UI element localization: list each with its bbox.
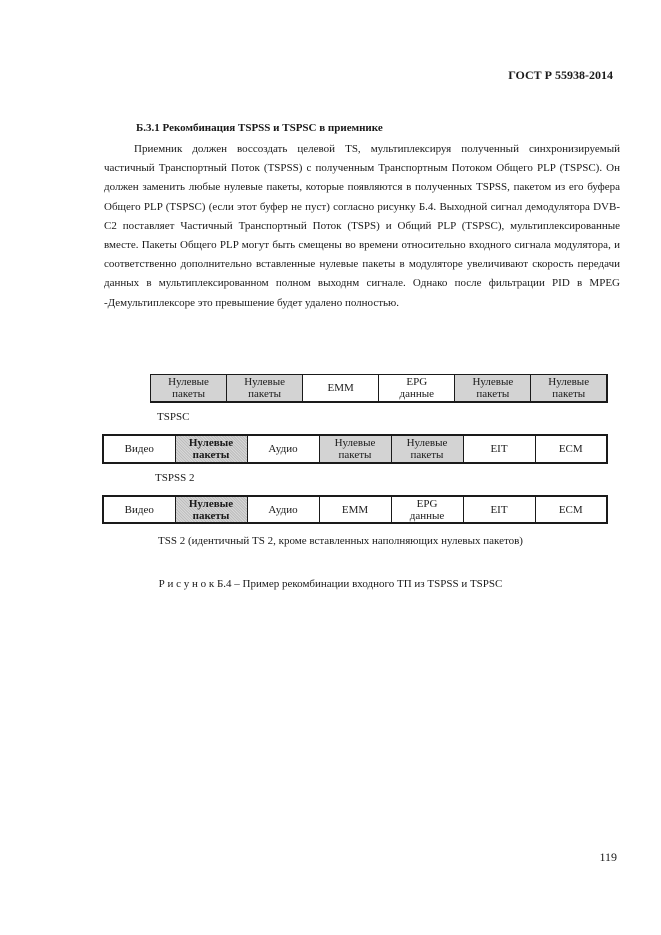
packet-audio: Аудио [247, 435, 319, 463]
packet-null-2: Нулевые пакеты [319, 435, 391, 463]
tspsc-packet-row [150, 374, 608, 403]
page-number: 119 [599, 850, 617, 864]
section-title: Б.3.1 Рекомбинация TSPSS и TSPSC в приемнике [136, 122, 383, 134]
packet-null: Нулевые пакеты [175, 496, 247, 523]
document-id: ГОСТ Р 55938-2014 [508, 68, 613, 82]
packet-video: Видео [103, 496, 175, 523]
packet-emm: EMM [319, 496, 391, 523]
packet-ecm: ECM [535, 496, 607, 523]
packet-null-1: Нулевые пакеты [175, 435, 247, 463]
packet-epg: EPG данные [391, 496, 463, 523]
packet-null-3: Нулевые пакеты [455, 375, 531, 403]
row-label-tspss: TSPSS 2 [155, 472, 195, 484]
packet-audio: Аудио [247, 496, 319, 523]
packet-null-4: Нулевые пакеты [531, 375, 607, 403]
packet-null-3: Нулевые пакеты [391, 435, 463, 463]
row-label-tspsc: TSPSC [157, 411, 190, 423]
tss-packet-row [102, 495, 608, 524]
figure-caption: Р и с у н о к Б.4 – Пример рекомбинации входного ТП из TSPSS и TSPSC [158, 578, 503, 590]
packet-eit: EIT [463, 496, 535, 523]
body-paragraph: Приемник должен воссоздать целевой TS, мультиплексируя полученный синхронизируемый частичный Транспортный Поток (TSPSS) с полученным Транспортным Потоком Общего PLP (TSPSC). Он должен заменить любые нулевые пакеты, которые появляются в полученных TSPSS, пакетом из его буфера Общего PLP (TSPSC) (если этот буфер не пуст) согласно рисунку Б.4. Выходной сигнал демодулятора DVB-C2 поставляет Частичный Транспортный Поток (TSPS) и Общий PLP (TSPSC), мультиплексированные вместе. Пакеты Общего PLP могут быть смещены во времени относительно входного сигнала модулятора, и соответственно дополнительно вставленные нулевые пакеты в модуляторе увеличивают скорость передачи данных в мультиплексированном полном выходнм сигнале. Однако после фильтрации PID в MPEG -Демультиплексоре это превышение будет удалено полностью. [104, 143, 620, 309]
packet-epg: EPG данные [379, 375, 455, 403]
packet-null-1: Нулевые пакеты [151, 375, 227, 403]
row-label-tss: TSS 2 (идентичный TS 2, кроме вставленных наполняющих нулевых пакетов) [158, 535, 523, 547]
packet-eit: EIT [463, 435, 535, 463]
packet-null-2: Нулевые пакеты [227, 375, 303, 403]
packet-ecm: ECM [535, 435, 607, 463]
packet-emm: EMM [303, 375, 379, 403]
packet-video: Видео [103, 435, 175, 463]
tspss-packet-row [102, 434, 608, 464]
